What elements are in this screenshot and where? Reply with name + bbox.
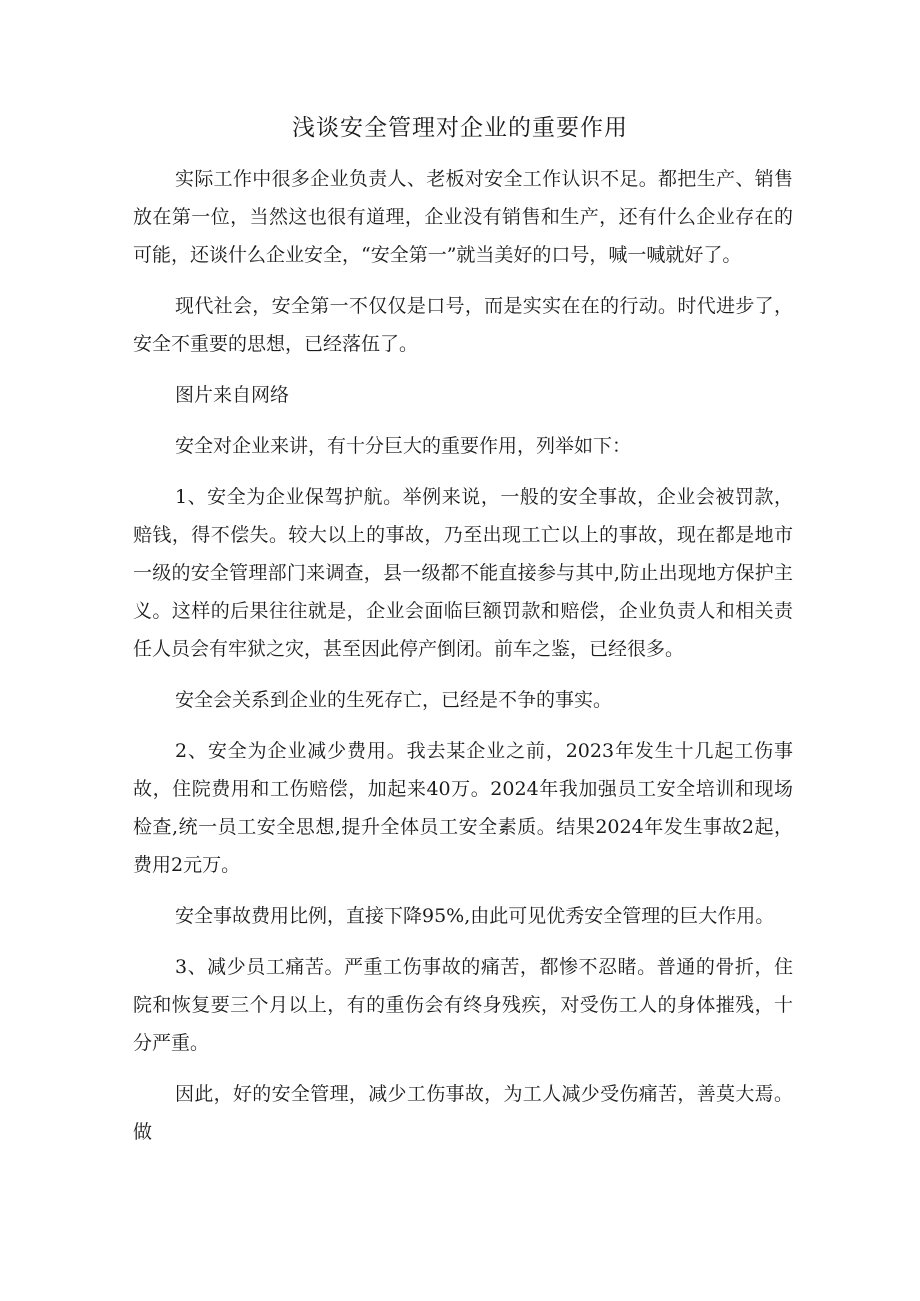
paragraph: 实际工作中很多企业负责人、老板对安全工作认识不足。都把生产、销售放在第一位，当然这也很有道理，企业没有销售和生产，还有什么企业存在的可能，还谈什么企业安全，“安全第一”就当美好的口号，喊一喊就好了。: [133, 168, 793, 266]
paragraph: 安全事故费用比例，直接下降95%,由此可见优秀安全管理的巨大作用。: [175, 905, 775, 927]
paragraph: 1、安全为企业保驾护航。举例来说，一般的安全事故，企业会被罚款，赔钱，得不偿失。较大以上的事故，乃至出现工亡以上的事故，现在都是地市一级的安全管理部门来调查，县一级都不能直接参与其中,防止出现地方保护主义。这样的后果往往就是，企业会面临巨额罚款和赔偿，企业负责人和相关责任人员会有牢狱之灾，甚至因此停产倒闭。前车之鉴，已经很多。: [133, 486, 793, 660]
paragraph: 安全会关系到企业的生死存亡，已经是不争的事实。: [175, 689, 613, 711]
document-title: 浅谈安全管理对企业的重要作用: [292, 115, 628, 141]
paragraph: 现代社会，安全第一不仅仅是口号，而是实实在在的行动。时代进步了，安全不重要的思想，已经落伍了。: [133, 295, 793, 355]
document-body: [133, 160, 793, 1164]
paragraph: 安全对企业来讲，有十分巨大的重要作用，列举如下：: [175, 435, 632, 457]
paragraph: 3、减少员工痛苦。严重工伤事故的痛苦，都惨不忍睹。普通的骨折，住院和恢复要三个月以上，有的重伤会有终身残疾，对受伤工人的身体摧残，十分严重。: [133, 956, 793, 1054]
paragraph: 2、安全为企业减少费用。我去某企业之前，2023年发生十几起工伤事故，住院费用和工伤赔偿，加起来40万。2024年我加强员工安全培训和现场检查,统一员工安全思想,提升全体员工安全素质。结果2024年发生事故2起，费用2元万。: [133, 740, 793, 876]
paragraph: 图片来自网络: [175, 384, 290, 406]
paragraph: 因此，好的安全管理，减少工伤事故，为工人减少受伤痛苦，善莫大焉。做: [133, 1083, 793, 1143]
